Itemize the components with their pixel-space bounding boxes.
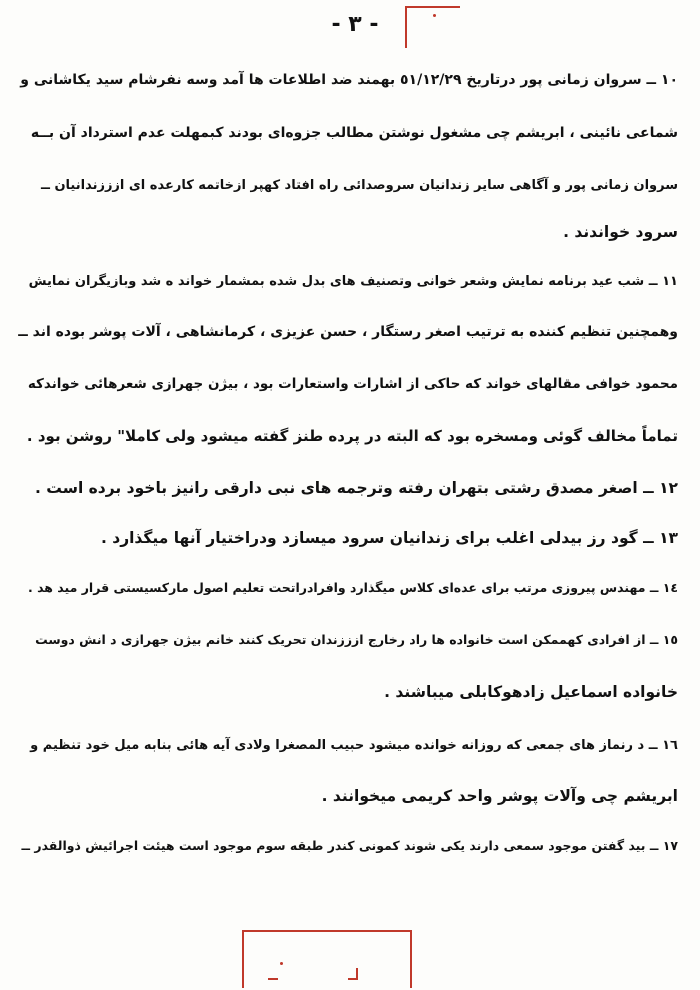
stamp-mark	[268, 978, 278, 980]
paragraph-16-line-1: ١٦ ــ د رنماز های جمعی که روزانه خوانده میشود حبیب المصغرا ولادی آیه هائی بنابه میل خود تنظیم و	[30, 738, 678, 753]
paragraph-10-line-1: ١٠ ــ سروان زمانی پور درتاریخ ٥١/١٢/٢٩ بهمند ضد اطلاعات ها آمد وسه نفرشام سید یکاشانی و	[20, 72, 678, 88]
paragraph-10-line-4: سرود خواندند .	[563, 223, 678, 241]
paragraph-11-line-4: تماماً مخالف گوئی ومسخره بود که البته در پرده طنز گفته میشود ولی کاملا" روشن بود .	[26, 427, 678, 445]
paragraph-17-line-1: ١٧ ــ بید گفتن موجود سمعی دارند یکی شوند کمونی کندر طبقه سوم موجود است هیئت اجرائیش ذوالقدر ــ	[21, 838, 678, 853]
paragraph-10-line-2: شماعی نائینی ، ابریشم چی مشغول نوشتن مطالب جزوه‌ای بودند کبمهلت عدم استرداد آن بــه	[30, 125, 678, 141]
page-number: - ٣ -	[331, 12, 379, 37]
paragraph-14-line-1: ١٤ ــ مهندس پیروزی مرتب برای عده‌ای کلاس میگذارد وافرادراتحت تعلیم اصول مارکسیستی قرار مید هد .	[27, 580, 678, 595]
red-stamp-mark-top	[405, 6, 460, 48]
stamp-mark	[356, 968, 358, 980]
stamp-mark	[348, 978, 356, 980]
paragraph-11-line-1: ١١ ــ شب عید برنامه نمایش وشعر خوانی وتصنیف های بدل شده بمشمار خواند ه شد وبازیگران نمایش	[28, 274, 678, 289]
paragraph-12-line-1: ١٢ ــ اصغر مصدق رشتی بتهران رفته وترجمه های نبی دارقی رانیز باخود برده است .	[35, 479, 678, 497]
red-stamp-box-bottom	[242, 930, 412, 988]
paragraph-15-line-2: خانواده اسماعیل زادهوکابلی میباشند .	[384, 683, 678, 701]
paragraph-11-line-3: محمود خوافی مقالهای خواند که حاکی از اشارات واستعارات بود ، بیژن جهرازی شعرهائی خواندکه	[27, 376, 678, 392]
stamp-dot	[433, 14, 436, 17]
paragraph-15-line-1: ١٥ ــ از افرادی کهممکن است خانواده ها راد رخارج ازززندان تحریک کنند خانم بیژن جهرازی د انش دوست	[35, 632, 678, 647]
paragraph-10-line-3: سروان زمانی پور و آگاهی سایر زندانیان سروصدائی راه افتاد کهپر ازخاتمه کارعده ای ازززندانیان ــ	[41, 178, 678, 193]
paragraph-11-line-2: وهمچنین تنظیم کننده به ترتیب اصغر رستگار ، حسن عزیزی ، کرمانشاهی ، آلات پوشر بوده اند ــ	[18, 324, 678, 340]
paragraph-13-line-1: ١٣ ــ گود رز بیدلی اغلب برای زندانیان سرود میسازد ودراختیار آنها میگذارد .	[100, 529, 678, 547]
stamp-mark	[280, 962, 283, 965]
paragraph-16-line-2: ابریشم چی وآلات پوشر واحد کریمی میخوانند .	[321, 787, 678, 805]
